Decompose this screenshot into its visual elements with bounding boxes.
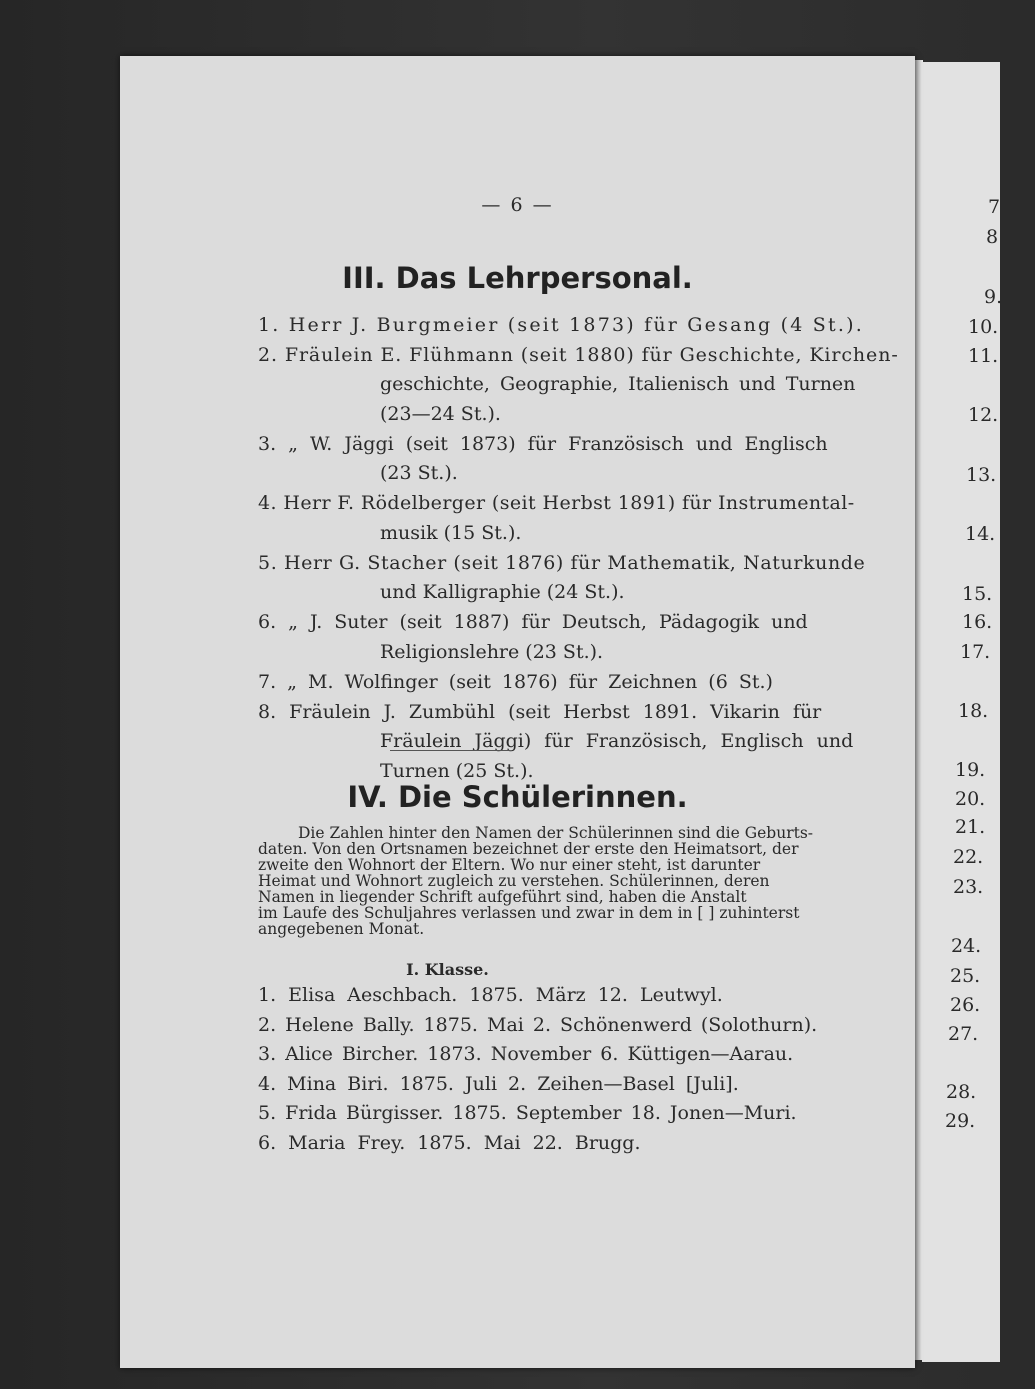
facing-page-number: 13.: [966, 464, 997, 486]
teacher-line: geschichte, Geographie, Italienisch und Turnen: [380, 373, 856, 395]
teacher-line: 3. „ W. Jäggi (seit 1873) für Französisch und Englisch: [258, 433, 828, 455]
student-line: 5. Frida Bürgisser. 1875. September 18. Jonen—Muri.: [258, 1102, 797, 1124]
section-heading-schuelerinnen: IV. Die Schülerinnen.: [347, 780, 688, 814]
intro-line: angegebenen Monat.: [258, 920, 425, 938]
teacher-line: (23 St.).: [380, 462, 458, 484]
facing-page-number: 25.: [950, 965, 981, 987]
intro-line: daten. Von den Ortsnamen bezeichnet der erste den Heimatsort, der: [258, 840, 799, 858]
facing-page-number: 17.: [960, 641, 991, 663]
student-line: 2. Helene Bally. 1875. Mai 2. Schönenwerd (Solothurn).: [258, 1014, 818, 1036]
facing-page-number: 12.: [968, 404, 999, 426]
intro-line: im Laufe des Schuljahres verlassen und zwar in dem in [ ] zuhinterst: [258, 904, 800, 922]
facing-page-number: 14.: [965, 523, 996, 545]
facing-page-number: 24.: [951, 935, 982, 957]
teacher-line: (23—24 St.).: [380, 403, 501, 425]
teacher-line: 5. Herr G. Stacher (seit 1876) für Mathematik, Naturkunde: [258, 552, 866, 574]
teacher-line: musik (15 St.).: [380, 522, 522, 544]
intro-line: Heimat und Wohnort zugleich zu verstehen. Schülerinnen, deren: [258, 872, 770, 890]
teacher-line: 7. „ M. Wolfinger (seit 1876) für Zeichnen (6 St.): [258, 671, 773, 693]
student-line: 3. Alice Bircher. 1873. November 6. Küttigen—Aarau.: [258, 1043, 794, 1065]
intro-line: zweite den Wohnort der Eltern. Wo nur einer steht, ist darunter: [258, 856, 761, 874]
facing-page-number: 8: [986, 226, 999, 248]
facing-page-number: 7: [988, 196, 1001, 218]
section-heading-lehrpersonal: III. Das Lehrpersonal.: [342, 261, 693, 295]
facing-page-number: 20.: [955, 788, 986, 810]
teacher-line: 8. Fräulein J. Zumbühl (seit Herbst 1891. Vikarin für: [258, 701, 822, 723]
teacher-line: 4. Herr F. Rödelberger (seit Herbst 1891) für Instrumental-: [258, 492, 855, 514]
facing-page-number: 11.: [968, 345, 999, 367]
student-line: 4. Mina Biri. 1875. Juli 2. Zeihen—Basel [Juli].: [258, 1073, 739, 1095]
teacher-line: Religionslehre (23 St.).: [380, 641, 604, 663]
facing-page-number: 23.: [953, 876, 984, 898]
facing-page-number: 15.: [962, 583, 993, 605]
page-number: — 6 —: [481, 194, 554, 216]
section-divider: [390, 750, 510, 751]
facing-page-number: 22.: [953, 846, 984, 868]
facing-page-number: 21.: [955, 816, 986, 838]
intro-line: Namen in liegender Schrift aufgeführt sind, haben die Anstalt: [258, 888, 747, 906]
facing-page-number: 18.: [958, 700, 989, 722]
teacher-line: und Kalligraphie (24 St.).: [380, 581, 625, 603]
facing-page-number: 9.: [984, 286, 1003, 308]
facing-page-number: 26.: [950, 994, 981, 1016]
facing-page-number: 19.: [955, 759, 986, 781]
teacher-line: Turnen (25 St.).: [380, 760, 534, 782]
class-heading: I. Klasse.: [406, 960, 489, 979]
facing-page-number: 29.: [945, 1110, 976, 1132]
facing-page-number: 16.: [962, 611, 993, 633]
document-page: [120, 56, 915, 1368]
facing-page-number: 27.: [948, 1023, 979, 1045]
student-line: 1. Elisa Aeschbach. 1875. März 12. Leutwyl.: [258, 984, 723, 1006]
intro-line: Die Zahlen hinter den Namen der Schülerinnen sind die Geburts-: [298, 824, 814, 842]
teacher-line: 1. Herr J. Burgmeier (seit 1873) für Gesang (4 St.).: [258, 314, 864, 336]
teacher-line: Fräulein Jäggi) für Französisch, Englisch und: [380, 730, 854, 752]
facing-page-number: 10.: [968, 316, 999, 338]
facing-page-number: 28.: [946, 1081, 977, 1103]
teacher-line: 6. „ J. Suter (seit 1887) für Deutsch, Pädagogik und: [258, 611, 808, 633]
student-line: 6. Maria Frey. 1875. Mai 22. Brugg.: [258, 1132, 641, 1154]
teacher-line: 2. Fräulein E. Flühmann (seit 1880) für Geschichte, Kirchen-: [258, 344, 899, 366]
